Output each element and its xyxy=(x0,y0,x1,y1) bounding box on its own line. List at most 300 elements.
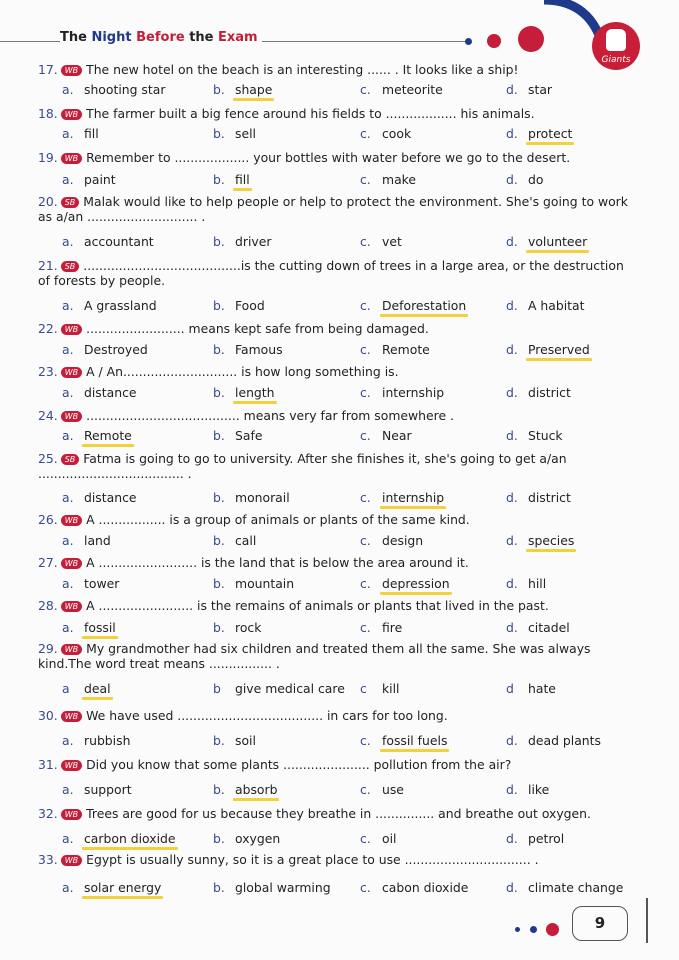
option-17-d xyxy=(506,82,552,97)
option-letter: b. xyxy=(213,234,225,249)
option-23-a xyxy=(62,385,137,400)
question-number: 26. xyxy=(38,512,58,527)
source-badge: WB xyxy=(61,809,82,820)
question-number: 20. xyxy=(38,194,58,209)
option-letter: c. xyxy=(360,533,371,548)
option-letter: c. xyxy=(360,490,371,505)
option-letter: a. xyxy=(62,490,74,505)
option-letter: a. xyxy=(62,533,74,548)
answer-highlight xyxy=(82,636,118,639)
question-29 xyxy=(38,641,638,671)
option-letter: d. xyxy=(506,533,518,548)
option-18-d xyxy=(506,126,572,141)
option-19-c xyxy=(360,172,416,187)
option-letter: b. xyxy=(213,126,225,141)
option-text: design xyxy=(382,533,424,548)
question-31 xyxy=(38,757,511,772)
option-24-b xyxy=(213,428,262,443)
option-text: petrol xyxy=(528,831,565,846)
option-letter: c. xyxy=(360,428,371,443)
option-letter: b. xyxy=(213,576,225,591)
answer-highlight xyxy=(526,250,589,253)
answer-highlight xyxy=(526,142,574,145)
option-letter: c. xyxy=(360,733,371,748)
answer-highlight xyxy=(380,749,449,752)
question-text: Remember to ................... your bottles with water before we go to the desert. xyxy=(86,150,571,165)
option-letter: a. xyxy=(62,620,74,635)
question-number: 30. xyxy=(38,708,58,723)
answer-highlight xyxy=(233,798,279,801)
option-letter: a. xyxy=(62,342,74,357)
option-30-b xyxy=(213,733,256,748)
question-number: 27. xyxy=(38,555,58,570)
question-26 xyxy=(38,512,470,527)
option-letter: a. xyxy=(62,126,74,141)
option-31-c xyxy=(360,782,404,797)
option-text: internship xyxy=(382,385,445,400)
option-20-b xyxy=(213,234,271,249)
option-32-a xyxy=(62,831,176,846)
option-text: use xyxy=(382,782,404,797)
answer-highlight xyxy=(380,314,468,317)
answer-highlight xyxy=(233,98,274,101)
question-number: 28. xyxy=(38,598,58,613)
option-text: climate change xyxy=(528,880,624,895)
answer-highlight xyxy=(82,847,178,850)
footer-dot-3 xyxy=(546,923,559,936)
option-letter: d. xyxy=(506,831,518,846)
option-text: cook xyxy=(382,126,412,141)
source-badge: SB xyxy=(61,197,80,208)
page-header xyxy=(0,0,679,60)
source-badge: WB xyxy=(61,711,82,722)
option-32-d xyxy=(506,831,564,846)
option-letter: d. xyxy=(506,82,518,97)
question-text: My grandmother had six children and treated them all the same. She was always kind.The word treat means ................ . xyxy=(38,641,591,671)
option-letter: b. xyxy=(213,533,225,548)
option-text: distance xyxy=(84,385,137,400)
option-17-b xyxy=(213,82,272,97)
option-text: tower xyxy=(84,576,120,591)
option-text: citadel xyxy=(528,620,570,635)
question-27 xyxy=(38,555,469,570)
option-letter: a. xyxy=(62,880,74,895)
question-text: A ......................... is the land that is below the area around it. xyxy=(86,555,469,570)
option-text: cabon dioxide xyxy=(382,880,469,895)
answer-highlight xyxy=(233,188,252,191)
option-18-b xyxy=(213,126,256,141)
question-22 xyxy=(38,321,429,336)
question-text: The farmer built a big fence around his fields to .................. his animals. xyxy=(86,106,535,121)
option-text: district xyxy=(528,490,571,505)
option-text: protect xyxy=(528,126,573,141)
option-31-a xyxy=(62,782,132,797)
source-badge: SB xyxy=(61,261,80,272)
option-text: like xyxy=(528,782,550,797)
option-text: accountant xyxy=(84,234,154,249)
option-25-a xyxy=(62,490,137,505)
option-text: district xyxy=(528,385,571,400)
option-text: Safe xyxy=(235,428,263,443)
question-33 xyxy=(38,852,638,867)
option-text: hate xyxy=(528,681,556,696)
option-28-c xyxy=(360,620,402,635)
question-number: 21. xyxy=(38,258,58,273)
question-number: 22. xyxy=(38,321,58,336)
question-number: 19. xyxy=(38,150,58,165)
option-text: fossil fuels xyxy=(382,733,448,748)
question-text: The new hotel on the beach is an interesting ...... . It looks like a ship! xyxy=(86,62,519,77)
option-19-b xyxy=(213,172,250,187)
option-text: Food xyxy=(235,298,265,313)
question-number: 23. xyxy=(38,364,58,379)
option-letter: c. xyxy=(360,385,371,400)
option-letter: c. xyxy=(360,234,371,249)
option-21-a xyxy=(62,298,157,313)
option-22-c xyxy=(360,342,430,357)
option-33-a xyxy=(62,880,161,895)
question-number: 24. xyxy=(38,408,58,423)
option-letter: a. xyxy=(62,172,74,187)
answer-highlight xyxy=(82,896,163,899)
option-text: hill xyxy=(528,576,547,591)
option-letter: d. xyxy=(506,880,518,895)
option-27-b xyxy=(213,576,294,591)
option-29-b xyxy=(213,681,345,696)
source-badge: WB xyxy=(61,515,82,526)
header-rule-right xyxy=(262,41,467,42)
option-32-c xyxy=(360,831,396,846)
source-badge: WB xyxy=(61,855,82,866)
option-24-d xyxy=(506,428,563,443)
option-31-d xyxy=(506,782,549,797)
option-letter: b. xyxy=(213,428,225,443)
option-26-a xyxy=(62,533,111,548)
option-text: meteorite xyxy=(382,82,443,97)
option-22-d xyxy=(506,342,590,357)
option-20-a xyxy=(62,234,154,249)
option-26-b xyxy=(213,533,256,548)
source-badge: WB xyxy=(61,411,82,422)
option-text: soil xyxy=(235,733,256,748)
option-letter: b. xyxy=(213,831,225,846)
option-letter: a xyxy=(62,681,70,696)
option-18-a xyxy=(62,126,99,141)
question-number: 25. xyxy=(38,451,58,466)
option-text: Remote xyxy=(382,342,430,357)
question-text: Fatma is going to go to university. After she finishes it, she's going to get a/an ..................................... . xyxy=(38,451,567,481)
option-22-b xyxy=(213,342,283,357)
option-text: fill xyxy=(84,126,99,141)
option-text: monorail xyxy=(235,490,290,505)
option-text: kill xyxy=(382,681,400,696)
question-text: Egypt is usually sunny, so it is a great place to use ................................ . xyxy=(86,852,539,867)
option-letter: c. xyxy=(360,880,371,895)
option-26-d xyxy=(506,533,574,548)
option-28-a xyxy=(62,620,116,635)
option-17-a xyxy=(62,82,165,97)
option-text: do xyxy=(528,172,544,187)
source-badge: WB xyxy=(61,760,82,771)
giants-logo: Giants xyxy=(592,22,640,70)
option-23-d xyxy=(506,385,571,400)
option-text: driver xyxy=(235,234,272,249)
option-text: oil xyxy=(382,831,397,846)
question-text: Trees are good for us because they breathe in ............... and breathe out oxygen. xyxy=(86,806,591,821)
answer-highlight xyxy=(233,401,277,404)
option-33-b xyxy=(213,880,331,895)
option-text: species xyxy=(528,533,575,548)
option-letter: b. xyxy=(213,880,225,895)
question-19 xyxy=(38,150,638,165)
option-letter: d. xyxy=(506,385,518,400)
option-text: call xyxy=(235,533,257,548)
option-text: Remote xyxy=(84,428,132,443)
option-33-c xyxy=(360,880,468,895)
question-text: ....................................... means very far from somewhere . xyxy=(86,408,454,423)
answer-highlight xyxy=(380,506,446,509)
option-23-b xyxy=(213,385,275,400)
option-letter: c. xyxy=(360,831,371,846)
question-text: A ........................ is the remains of animals or plants that lived in the past. xyxy=(86,598,549,613)
question-17 xyxy=(38,62,519,77)
option-letter: c. xyxy=(360,82,371,97)
answer-highlight xyxy=(526,549,576,552)
option-text: shape xyxy=(235,82,273,97)
option-letter: c. xyxy=(360,576,371,591)
option-text: A habitat xyxy=(528,298,585,313)
option-letter: a. xyxy=(62,234,74,249)
header-rule-left xyxy=(0,41,60,42)
question-text: Malak would like to help people or help to protect the environment. She's going to work as a/an ............................ . xyxy=(38,194,628,224)
footer-dot-2 xyxy=(530,926,537,933)
question-text: A ................. is a group of animals or plants of the same kind. xyxy=(86,512,470,527)
option-30-c xyxy=(360,733,447,748)
option-text: A grassland xyxy=(84,298,157,313)
question-number: 29. xyxy=(38,641,58,656)
option-letter: d. xyxy=(506,428,518,443)
option-letter: b. xyxy=(213,385,225,400)
question-32 xyxy=(38,806,638,821)
option-letter: d. xyxy=(506,126,518,141)
option-28-d xyxy=(506,620,570,635)
option-21-d xyxy=(506,298,584,313)
question-number: 31. xyxy=(38,757,58,772)
option-text: length xyxy=(235,385,275,400)
option-letter: b xyxy=(213,681,221,696)
option-text: paint xyxy=(84,172,116,187)
option-letter: d. xyxy=(506,576,518,591)
option-letter: a. xyxy=(62,782,74,797)
option-text: Preserved xyxy=(528,342,590,357)
option-text: give medical care xyxy=(235,681,345,696)
question-24 xyxy=(38,408,454,423)
option-text: vet xyxy=(382,234,402,249)
question-25 xyxy=(38,451,638,481)
option-text: Destroyed xyxy=(84,342,148,357)
question-number: 32. xyxy=(38,806,58,821)
page-number: 9 xyxy=(572,906,628,941)
option-letter: c. xyxy=(360,298,371,313)
option-letter: d. xyxy=(506,733,518,748)
question-30 xyxy=(38,708,448,723)
option-text: rubbish xyxy=(84,733,131,748)
option-text: oxygen xyxy=(235,831,281,846)
option-20-c xyxy=(360,234,402,249)
option-text: Deforestation xyxy=(382,298,467,313)
option-24-a xyxy=(62,428,132,443)
source-badge: WB xyxy=(61,109,82,120)
source-badge: SB xyxy=(61,454,80,465)
option-23-c xyxy=(360,385,444,400)
footer-dot-1 xyxy=(515,927,520,932)
option-text: deal xyxy=(84,681,111,696)
option-text: rock xyxy=(235,620,262,635)
question-28 xyxy=(38,598,638,613)
answer-highlight xyxy=(82,697,113,700)
answer-highlight xyxy=(82,444,134,447)
option-29-d xyxy=(506,681,556,696)
option-letter: c xyxy=(360,681,367,696)
option-24-c xyxy=(360,428,412,443)
option-22-a xyxy=(62,342,148,357)
source-badge: WB xyxy=(61,601,82,612)
option-text: volunteer xyxy=(528,234,588,249)
option-letter: c. xyxy=(360,620,371,635)
option-29-a xyxy=(62,681,111,696)
option-letter: b. xyxy=(213,172,225,187)
option-letter: b. xyxy=(213,620,225,635)
option-text: Near xyxy=(382,428,412,443)
option-letter: d. xyxy=(506,620,518,635)
option-letter: a. xyxy=(62,385,74,400)
option-21-c xyxy=(360,298,466,313)
option-text: mountain xyxy=(235,576,295,591)
option-25-d xyxy=(506,490,571,505)
option-21-b xyxy=(213,298,265,313)
option-letter: c. xyxy=(360,782,371,797)
option-text: dead plants xyxy=(528,733,601,748)
question-number: 33. xyxy=(38,852,58,867)
header-dot-small xyxy=(465,38,472,45)
option-letter: d. xyxy=(506,172,518,187)
option-letter: d. xyxy=(506,490,518,505)
question-21 xyxy=(38,258,638,288)
source-badge: WB xyxy=(61,367,82,378)
option-letter: d xyxy=(506,681,514,696)
option-18-c xyxy=(360,126,411,141)
header-dot-large xyxy=(518,26,544,52)
option-30-d xyxy=(506,733,601,748)
option-25-c xyxy=(360,490,444,505)
option-letter: b. xyxy=(213,82,225,97)
option-27-d xyxy=(506,576,546,591)
source-badge: WB xyxy=(61,65,82,76)
option-19-d xyxy=(506,172,543,187)
question-text: ........................................is the cutting down of trees in a large area, or the destruction of forests by people. xyxy=(38,258,624,288)
option-text: global warming xyxy=(235,880,331,895)
option-31-b xyxy=(213,782,277,797)
option-letter: a. xyxy=(62,831,74,846)
option-text: depression xyxy=(382,576,450,591)
option-text: fire xyxy=(382,620,403,635)
option-text: Stuck xyxy=(528,428,563,443)
option-text: absorb xyxy=(235,782,278,797)
option-text: carbon dioxide xyxy=(84,831,176,846)
option-letter: b. xyxy=(213,342,225,357)
question-number: 17. xyxy=(38,62,58,77)
option-letter: c. xyxy=(360,126,371,141)
option-letter: a. xyxy=(62,82,74,97)
option-text: fill xyxy=(235,172,250,187)
question-number: 18. xyxy=(38,106,58,121)
option-text: make xyxy=(382,172,417,187)
option-27-c xyxy=(360,576,450,591)
option-letter: a. xyxy=(62,576,74,591)
question-23 xyxy=(38,364,399,379)
option-28-b xyxy=(213,620,261,635)
option-33-d xyxy=(506,880,623,895)
option-27-a xyxy=(62,576,119,591)
option-30-a xyxy=(62,733,130,748)
option-letter: a. xyxy=(62,298,74,313)
question-20 xyxy=(38,194,638,224)
option-text: sell xyxy=(235,126,256,141)
option-text: star xyxy=(528,82,553,97)
option-text: support xyxy=(84,782,132,797)
header-dot-medium xyxy=(487,34,501,48)
page-title: The Night Before the Exam xyxy=(60,30,258,45)
option-text: fossil xyxy=(84,620,116,635)
option-20-d xyxy=(506,234,587,249)
option-letter: b. xyxy=(213,298,225,313)
option-25-b xyxy=(213,490,290,505)
option-17-c xyxy=(360,82,443,97)
question-text: We have used ..................................... in cars for too long. xyxy=(86,708,448,723)
question-18 xyxy=(38,106,638,121)
option-letter: a. xyxy=(62,428,74,443)
page-number-bar xyxy=(646,898,648,943)
option-text: solar energy xyxy=(84,880,162,895)
fist-icon xyxy=(606,29,626,51)
source-badge: WB xyxy=(61,153,82,164)
option-letter: d. xyxy=(506,782,518,797)
option-letter: b. xyxy=(213,733,225,748)
source-badge: WB xyxy=(61,644,82,655)
option-letter: d. xyxy=(506,234,518,249)
answer-highlight xyxy=(380,592,452,595)
option-letter: c. xyxy=(360,342,371,357)
option-text: land xyxy=(84,533,111,548)
question-text: ......................... means kept safe from being damaged. xyxy=(86,321,429,336)
option-letter: b. xyxy=(213,490,225,505)
source-badge: WB xyxy=(61,324,82,335)
option-letter: d. xyxy=(506,342,518,357)
option-text: shooting star xyxy=(84,82,166,97)
option-text: distance xyxy=(84,490,137,505)
option-letter: d. xyxy=(506,298,518,313)
option-29-c xyxy=(360,681,400,696)
option-text: Famous xyxy=(235,342,283,357)
question-text: A / An............................. is how long something is. xyxy=(86,364,399,379)
source-badge: WB xyxy=(61,558,82,569)
answer-highlight xyxy=(526,358,592,361)
option-26-c xyxy=(360,533,423,548)
option-letter: c. xyxy=(360,172,371,187)
question-text: Did you know that some plants ...................... pollution from the air? xyxy=(86,757,512,772)
option-32-b xyxy=(213,831,280,846)
option-19-a xyxy=(62,172,116,187)
